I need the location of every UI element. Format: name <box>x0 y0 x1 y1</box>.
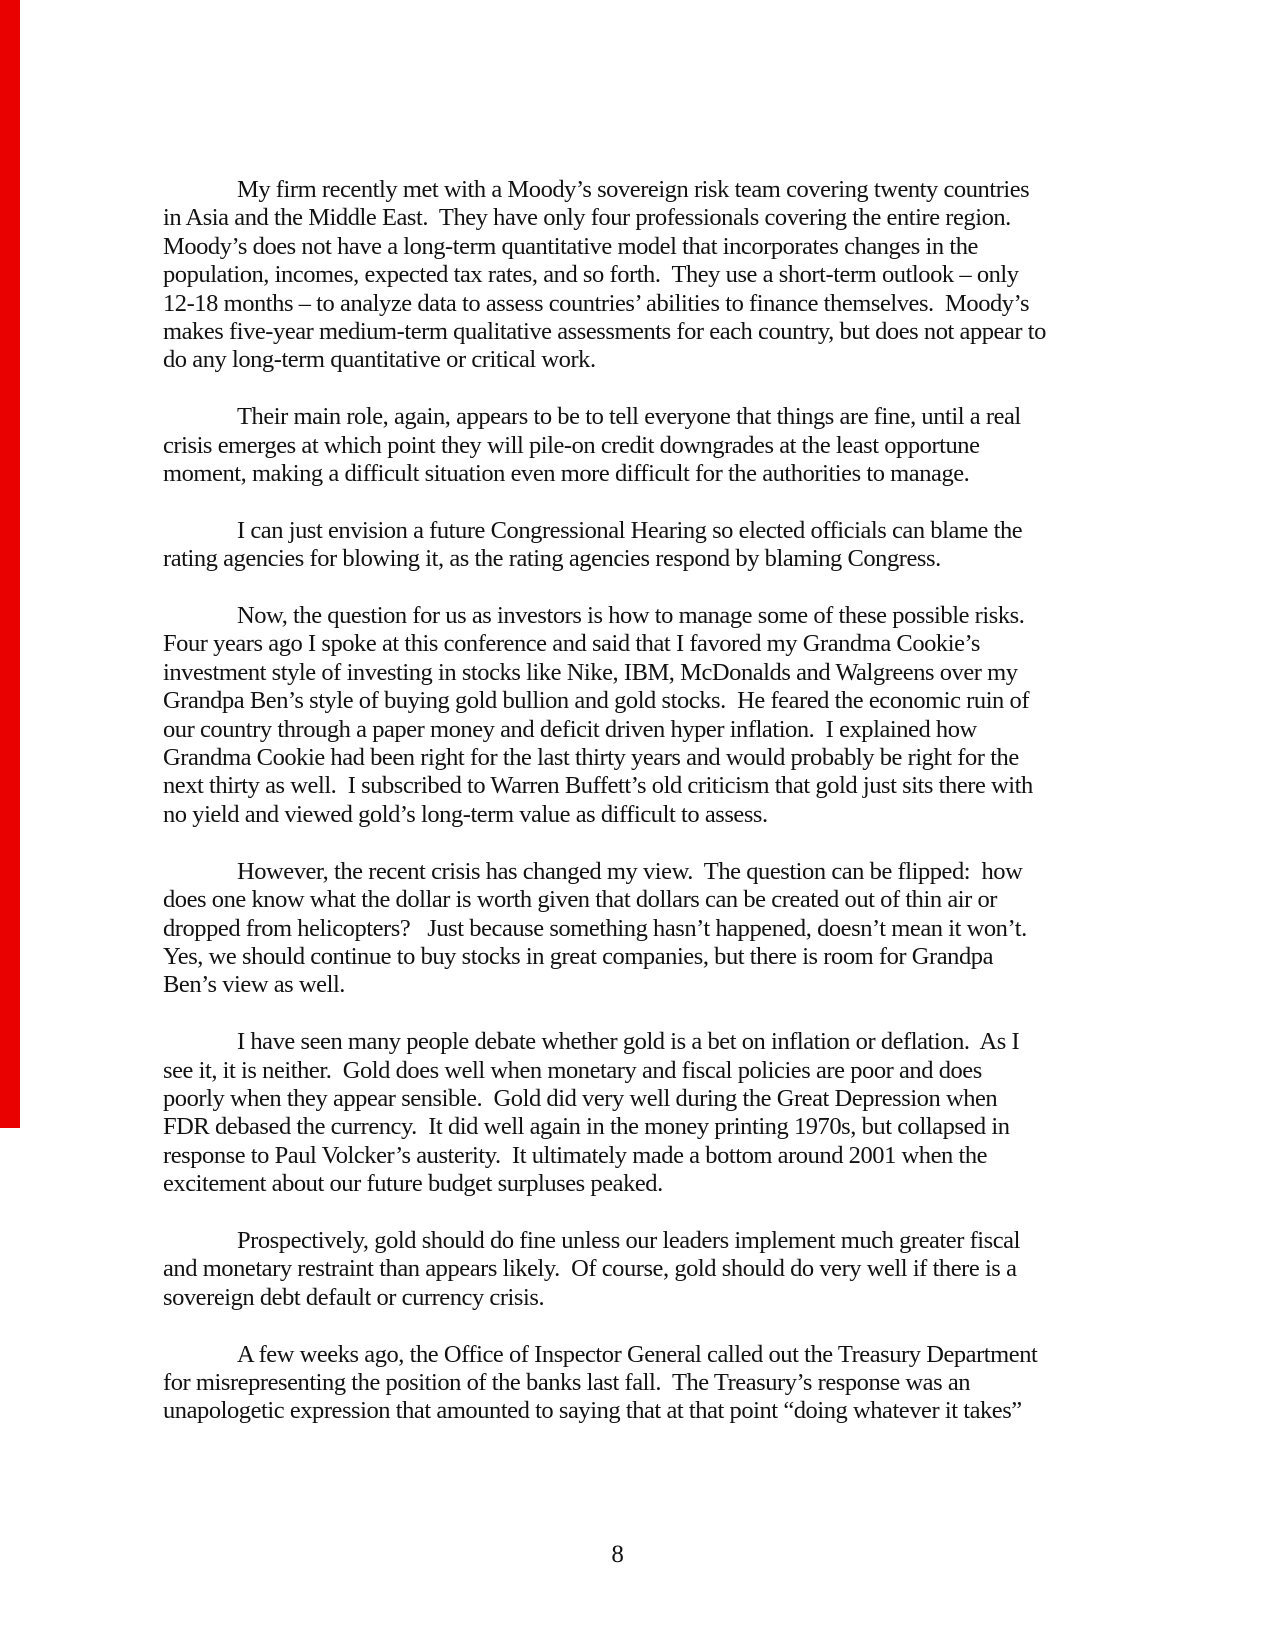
text-line: and monetary restraint than appears likely. Of course, gold should do very well if there is a <box>163 1255 1017 1283</box>
text-line: Moody’s does not have a long-term quantitative model that incorporates changes in the <box>163 232 978 260</box>
text-line: investment style of investing in stocks like Nike, IBM, McDonalds and Walgreens over my <box>163 658 1018 686</box>
paragraph <box>163 1227 1119 1312</box>
text-line: does one know what the dollar is worth given that dollars can be created out of thin air or <box>163 886 997 914</box>
text-line: in Asia and the Middle East. They have only four professionals covering the entire region. <box>163 204 1011 232</box>
text-line: However, the recent crisis has changed my view. The question can be flipped: how <box>237 857 1023 885</box>
text-line: I can just envision a future Congressional Hearing so elected officials can blame the <box>237 516 1023 544</box>
text-line: rating agencies for blowing it, as the rating agencies respond by blaming Congress. <box>163 545 941 573</box>
text-line: dropped from helicopters? Just because something hasn’t happened, doesn’t mean it won’t. <box>163 914 1027 942</box>
paragraph <box>163 602 1119 829</box>
text-line: unapologetic expression that amounted to saying that at that point “doing whatever it takes” <box>163 1397 1022 1425</box>
paragraph <box>163 176 1119 375</box>
text-line: for misrepresenting the position of the banks last fall. The Treasury’s response was an <box>163 1368 971 1396</box>
text-line: Four years ago I spoke at this conference and said that I favored my Grandma Cookie’s <box>163 630 980 658</box>
left-margin-red-stripe <box>0 0 20 1128</box>
text-line: Grandma Cookie had been right for the last thirty years and would probably be right for the <box>163 744 1019 772</box>
text-line: Ben’s view as well. <box>163 971 345 999</box>
paragraph <box>163 1028 1119 1198</box>
text-line: response to Paul Volcker’s austerity. It ultimately made a bottom around 2001 when the <box>163 1141 988 1169</box>
text-line: Yes, we should continue to buy stocks in great companies, but there is room for Grandpa <box>163 942 993 970</box>
paragraph <box>163 858 1119 1000</box>
text-line: no yield and viewed gold’s long-term value as difficult to assess. <box>163 800 768 828</box>
text-line: next thirty as well. I subscribed to Warren Buffett’s old criticism that gold just sits there with <box>163 772 1033 800</box>
text-line: My firm recently met with a Moody’s sovereign risk team covering twenty countries <box>237 176 1030 203</box>
text-line: see it, it is neither. Gold does well when monetary and fiscal policies are poor and does <box>163 1056 982 1084</box>
text-line: our country through a paper money and deficit driven hyper inflation. I explained how <box>163 715 977 743</box>
text-line: Their main role, again, appears to be to tell everyone that things are fine, until a real <box>237 403 1021 431</box>
text-line: moment, making a difficult situation even more difficult for the authorities to manage. <box>163 460 970 488</box>
text-line: FDR debased the currency. It did well again in the money printing 1970s, but collapsed in <box>163 1113 1010 1141</box>
text-line: A few weeks ago, the Office of Inspector General called out the Treasury Department <box>237 1340 1038 1368</box>
text-line: Prospectively, gold should do fine unless our leaders implement much greater fiscal <box>237 1226 1020 1254</box>
text-line: sovereign debt default or currency crisis. <box>163 1283 545 1311</box>
text-line: Now, the question for us as investors is how to manage some of these possible risks. <box>237 602 1025 630</box>
paragraph <box>163 1341 1119 1426</box>
document-body <box>163 176 1119 1426</box>
text-line: poorly when they appear sensible. Gold did very well during the Great Depression when <box>163 1084 998 1112</box>
text-line: crisis emerges at which point they will pile-on credit downgrades at the least opportune <box>163 431 980 459</box>
page-number: 8 <box>611 1541 624 1568</box>
text-line: Grandpa Ben’s style of buying gold bullion and gold stocks. He feared the economic ruin of <box>163 687 1030 715</box>
text-line: excitement about our future budget surpluses peaked. <box>163 1170 663 1198</box>
paragraph <box>163 517 1119 574</box>
text-line: makes five-year medium-term qualitative assessments for each country, but does not appear to <box>163 318 1046 346</box>
text-line: do any long-term quantitative or critical work. <box>163 346 596 374</box>
text-line: population, incomes, expected tax rates, and so forth. They use a short-term outlook – only <box>163 261 1019 289</box>
paragraph <box>163 403 1119 488</box>
text-line: 12-18 months – to analyze data to assess countries’ abilities to finance themselves. Moody’s <box>163 289 1030 317</box>
text-line: I have seen many people debate whether gold is a bet on inflation or deflation. As I <box>237 1028 1020 1056</box>
